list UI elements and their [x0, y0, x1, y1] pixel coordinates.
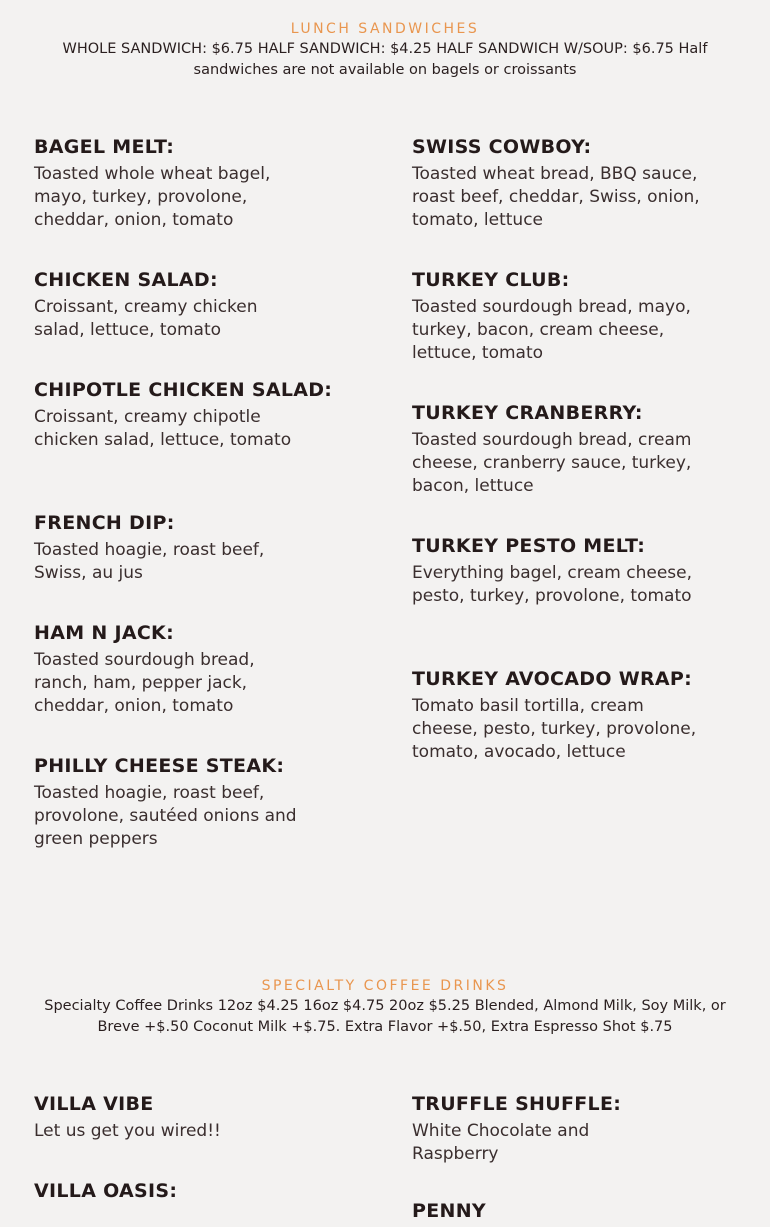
- item-name: FRENCH DIP:: [34, 512, 175, 534]
- item-name: TURKEY AVOCADO WRAP:: [412, 668, 693, 690]
- menu-item-penny: [412, 1199, 486, 1227]
- item-description: White Chocolate and Raspberry: [412, 1121, 590, 1164]
- item-name: CHIPOTLE CHICKEN SALAD:: [34, 379, 333, 401]
- item-name: PENNY: [412, 1200, 486, 1222]
- item-name: BAGEL MELT:: [34, 136, 175, 158]
- menu-item-chipotle-chicken-salad: [34, 378, 332, 452]
- menu-item-turkey-club: [412, 268, 702, 365]
- item-name: VILLA VIBE: [34, 1093, 154, 1115]
- lunch-section-title: LUNCH SANDWICHES: [290, 21, 480, 37]
- item-name: VILLA OASIS:: [34, 1180, 178, 1202]
- coffee-section-title: SPECIALTY COFFEE DRINKS: [261, 978, 509, 994]
- item-description: Let us get you wired!!: [34, 1121, 221, 1141]
- item-description: Croissant, creamy chicken salad, lettuce, tomato: [34, 297, 258, 340]
- item-name: HAM N JACK:: [34, 622, 174, 644]
- menu-item-ham-n-jack: [34, 621, 304, 718]
- menu-item-villa-vibe: [34, 1092, 304, 1143]
- menu-item-villa-oasis: [34, 1179, 177, 1207]
- item-description: Toasted sourdough bread, ranch, ham, pepper jack, cheddar, onion, tomato: [34, 650, 255, 716]
- item-name: PHILLY CHEESE STEAK:: [34, 755, 285, 777]
- coffee-pricing-note: Specialty Coffee Drinks 12oz $4.25 16oz $4.75 20oz $5.25 Blended, Almond Milk, Soy Milk, or Breve +$.50 Coconut Milk +$.75. Extra Flavor +$.50, Extra Espresso Shot $.75: [44, 998, 726, 1035]
- lunch-pricing-note: WHOLE SANDWICH: $6.75 HALF SANDWICH: $4.25 HALF SANDWICH W/SOUP: $6.75 Half sandwiches are not available on bagels or croissants: [62, 41, 708, 78]
- menu-item-truffle-shuffle: [412, 1092, 642, 1166]
- item-name: SWISS COWBOY:: [412, 136, 592, 158]
- item-description: Toasted hoagie, roast beef, provolone, sautéed onions and green peppers: [34, 783, 297, 849]
- menu-item-chicken-salad: [34, 268, 304, 342]
- item-name: TURKEY CLUB:: [412, 269, 570, 291]
- item-description: Tomato basil tortilla, cream cheese, pesto, turkey, provolone, tomato, avocado, lettuce: [412, 696, 697, 762]
- item-description: Toasted whole wheat bagel, mayo, turkey, provolone, cheddar, onion, tomato: [34, 164, 271, 230]
- item-name: TRUFFLE SHUFFLE:: [412, 1093, 622, 1115]
- item-description: Everything bagel, cream cheese, pesto, turkey, provolone, tomato: [412, 563, 692, 606]
- menu-item-turkey-cranberry: [412, 401, 702, 498]
- item-name: CHICKEN SALAD:: [34, 269, 218, 291]
- menu-item-philly-cheese-steak: [34, 754, 304, 851]
- item-description: Toasted sourdough bread, mayo, turkey, bacon, cream cheese, lettuce, tomato: [412, 297, 691, 363]
- menu-item-swiss-cowboy: [412, 135, 702, 232]
- item-description: Toasted sourdough bread, cream cheese, cranberry sauce, turkey, bacon, lettuce: [412, 430, 692, 496]
- item-name: TURKEY PESTO MELT:: [412, 535, 646, 557]
- menu-item-bagel-melt: [34, 135, 304, 232]
- menu-item-french-dip: [34, 511, 304, 585]
- item-name: TURKEY CRANBERRY:: [412, 402, 643, 424]
- menu-item-turkey-avocado-wrap: [412, 667, 702, 764]
- menu-item-turkey-pesto-melt: [412, 534, 702, 608]
- item-description: Toasted wheat bread, BBQ sauce, roast beef, cheddar, Swiss, onion, tomato, lettuce: [412, 164, 700, 230]
- item-description: Toasted hoagie, roast beef, Swiss, au jus: [34, 540, 265, 583]
- item-description: Croissant, creamy chipotle chicken salad, lettuce, tomato: [34, 407, 292, 450]
